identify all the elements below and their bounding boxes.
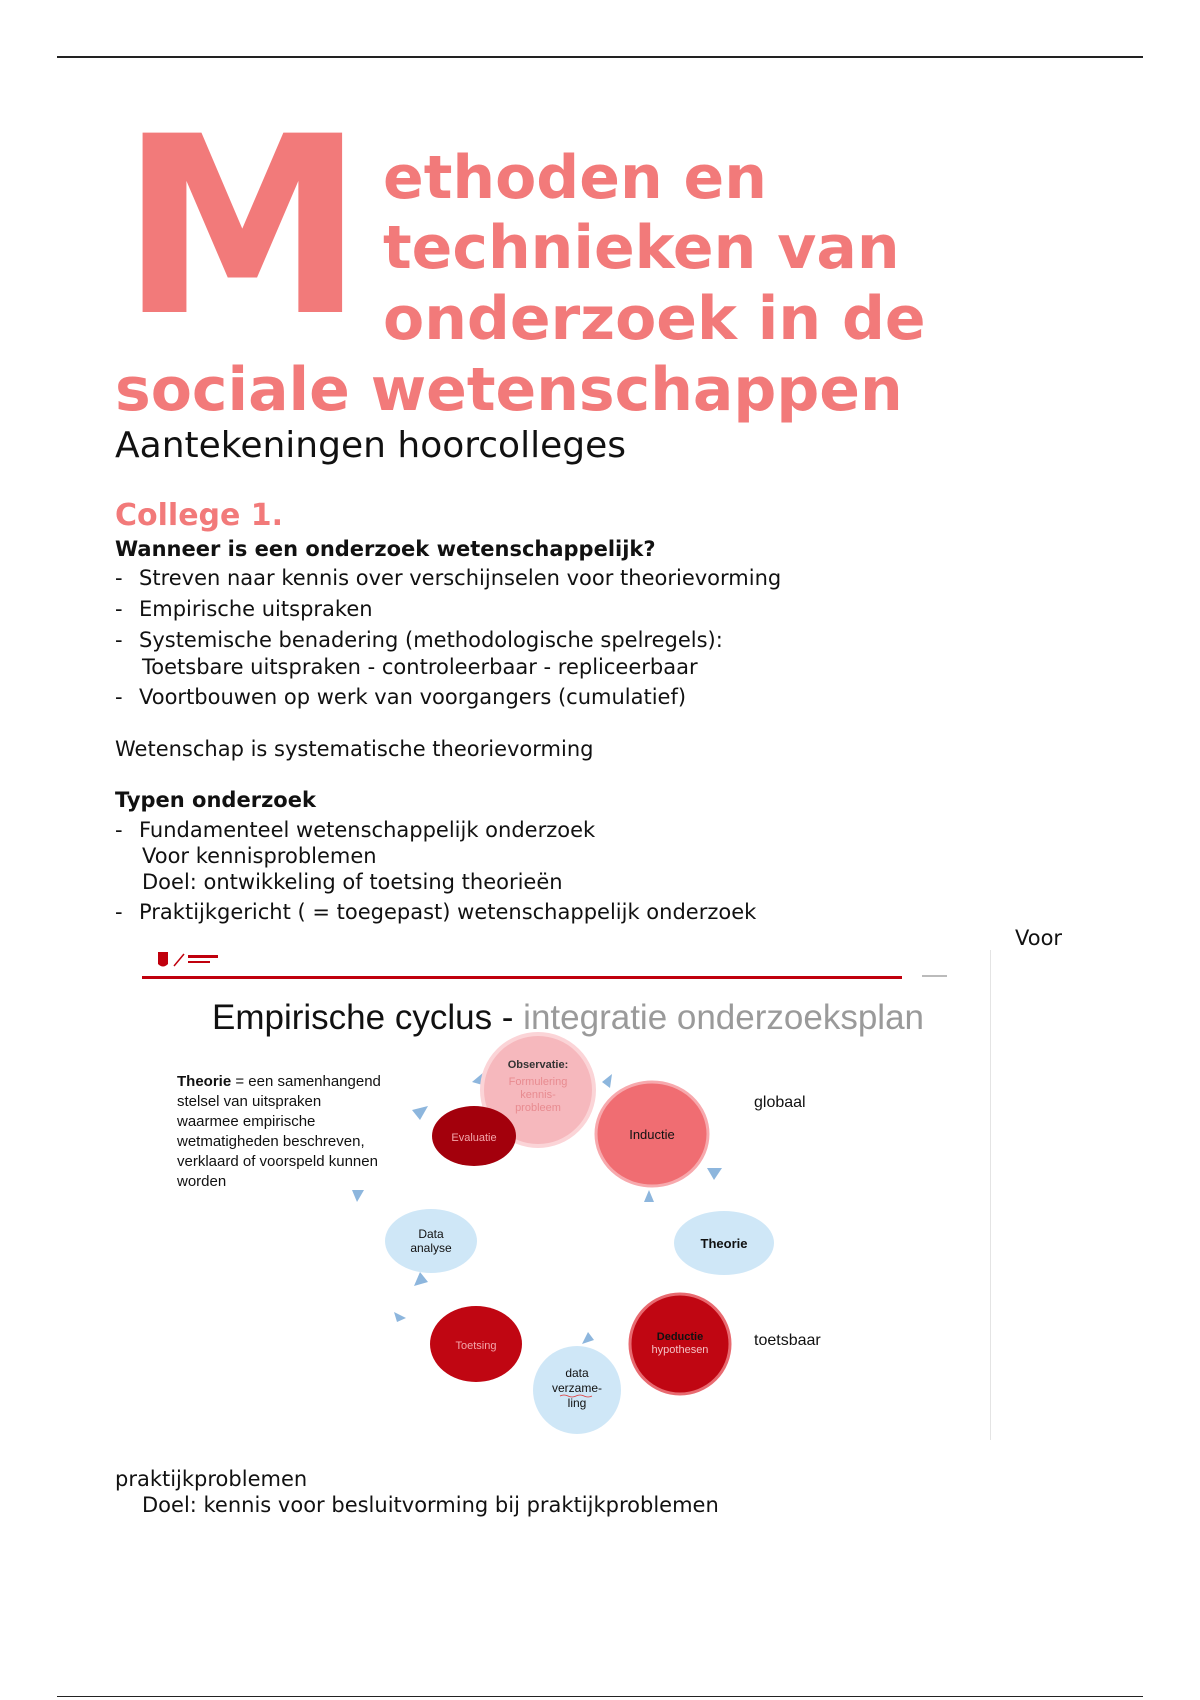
slide-title-main: Empirische cyclus - xyxy=(212,998,524,1037)
list-item: - Empirische uitspraken xyxy=(115,597,373,621)
node-theorie xyxy=(674,1211,774,1275)
node-evaluatie xyxy=(432,1106,516,1166)
node-dataverzameling xyxy=(533,1346,621,1434)
list-item: - Systemische benadering (methodologische spelregels): xyxy=(115,628,723,652)
slide-page-marker xyxy=(922,975,947,977)
wrapped-text-right: Voor xyxy=(1015,926,1063,950)
slide-header-rule xyxy=(142,976,902,979)
slide-title xyxy=(212,998,924,1038)
svg-text:Theorie: Theorie xyxy=(700,1236,748,1251)
list-item-text: Empirische uitspraken xyxy=(139,597,373,621)
svg-text:Evaluatie: Evaluatie xyxy=(451,1132,497,1144)
list-item: - Voortbouwen op werk van voorgangers (cumulatief) xyxy=(115,685,687,709)
doel-practical: Doel: kennis voor besluitvorming bij praktijkproblemen xyxy=(142,1493,719,1517)
node-toetsing xyxy=(430,1306,522,1382)
title-line-4: sociale wetenschappen xyxy=(115,355,903,425)
title-dropcap: M xyxy=(120,85,361,371)
wrapped-text-continuation: praktijkproblemen xyxy=(115,1467,308,1491)
title-line-3: onderzoek in de xyxy=(383,284,926,354)
svg-text:kennis-: kennis- xyxy=(520,1089,556,1101)
section-heading-scientific: Wanneer is een onderzoek wetenschappelijk? xyxy=(115,537,656,561)
document-subtitle: Aantekeningen hoorcolleges xyxy=(115,425,626,466)
svg-text:Inductie: Inductie xyxy=(629,1127,675,1142)
label-globaal: globaal xyxy=(754,1094,806,1111)
node-inductie xyxy=(596,1082,708,1186)
university-logo-icon xyxy=(158,952,218,967)
list-item: - Fundamenteel wetenschappelijk onderzoek xyxy=(115,818,596,842)
list-item-continuation: Toetsbare uitspraken - controleerbaar - repliceerbaar xyxy=(142,655,698,679)
list-item-text: Streven naar kennis over verschijnselen voor theorievorming xyxy=(139,566,782,590)
svg-text:ling: ling xyxy=(567,1396,587,1410)
svg-text:analyse: analyse xyxy=(410,1241,452,1255)
node-data-analyse xyxy=(385,1209,477,1273)
section-heading-types: Typen onderzoek xyxy=(115,788,316,812)
list-item-continuation: Voor kennisproblemen xyxy=(142,844,377,868)
svg-text:Deductie: Deductie xyxy=(656,1331,704,1343)
slide-theory-definition xyxy=(177,1072,387,1192)
bottom-rule xyxy=(57,1696,1143,1697)
science-statement: Wetenschap is systematische theorievorming xyxy=(115,737,594,761)
list-item-text: Praktijkgericht ( = toegepast) wetenschappelijk onderzoek xyxy=(139,900,757,924)
list-item-text: Fundamenteel wetenschappelijk onderzoek xyxy=(139,818,596,842)
top-rule xyxy=(57,56,1143,58)
theory-term: Theorie xyxy=(177,1073,232,1090)
svg-text:verzame-: verzame- xyxy=(551,1381,603,1395)
svg-text:data: data xyxy=(565,1366,589,1380)
list-item: - Praktijkgericht ( = toegepast) wetenschappelijk onderzoek xyxy=(115,900,757,924)
theory-definition-text: = een samenhangend stelsel van uitspraken waarmee empirische wetmatigheden beschreven, verklaard of voorspeld kunnen worden xyxy=(177,1073,381,1190)
list-item-continuation: Doel: ontwikkeling of toetsing theorieën xyxy=(142,870,563,894)
title-line-2: technieken van xyxy=(383,213,900,283)
list-item-text: Systemische benadering (methodologische spelregels): xyxy=(139,628,723,652)
svg-text:Formulering: Formulering xyxy=(508,1076,568,1088)
svg-text:Observatie:: Observatie: xyxy=(507,1059,569,1071)
svg-text:Data: Data xyxy=(418,1227,444,1241)
node-deductie xyxy=(630,1294,730,1394)
empirical-cycle-slide xyxy=(132,940,992,1440)
slide-border-line xyxy=(990,950,991,1440)
svg-text:hypothesen: hypothesen xyxy=(651,1344,709,1356)
list-item-text: Voortbouwen op werk van voorgangers (cumulatief) xyxy=(139,685,687,709)
label-toetsbaar: toetsbaar xyxy=(754,1332,821,1349)
list-item: - Streven naar kennis over verschijnselen voor theorievorming xyxy=(115,566,782,590)
svg-text:probleem: probleem xyxy=(515,1102,561,1114)
slide-title-grey: integratie onderzoeksplan xyxy=(523,998,924,1037)
college-heading: College 1. xyxy=(115,498,284,533)
title-line-1: ethoden en xyxy=(383,143,767,213)
svg-text:Toetsing: Toetsing xyxy=(455,1340,497,1352)
